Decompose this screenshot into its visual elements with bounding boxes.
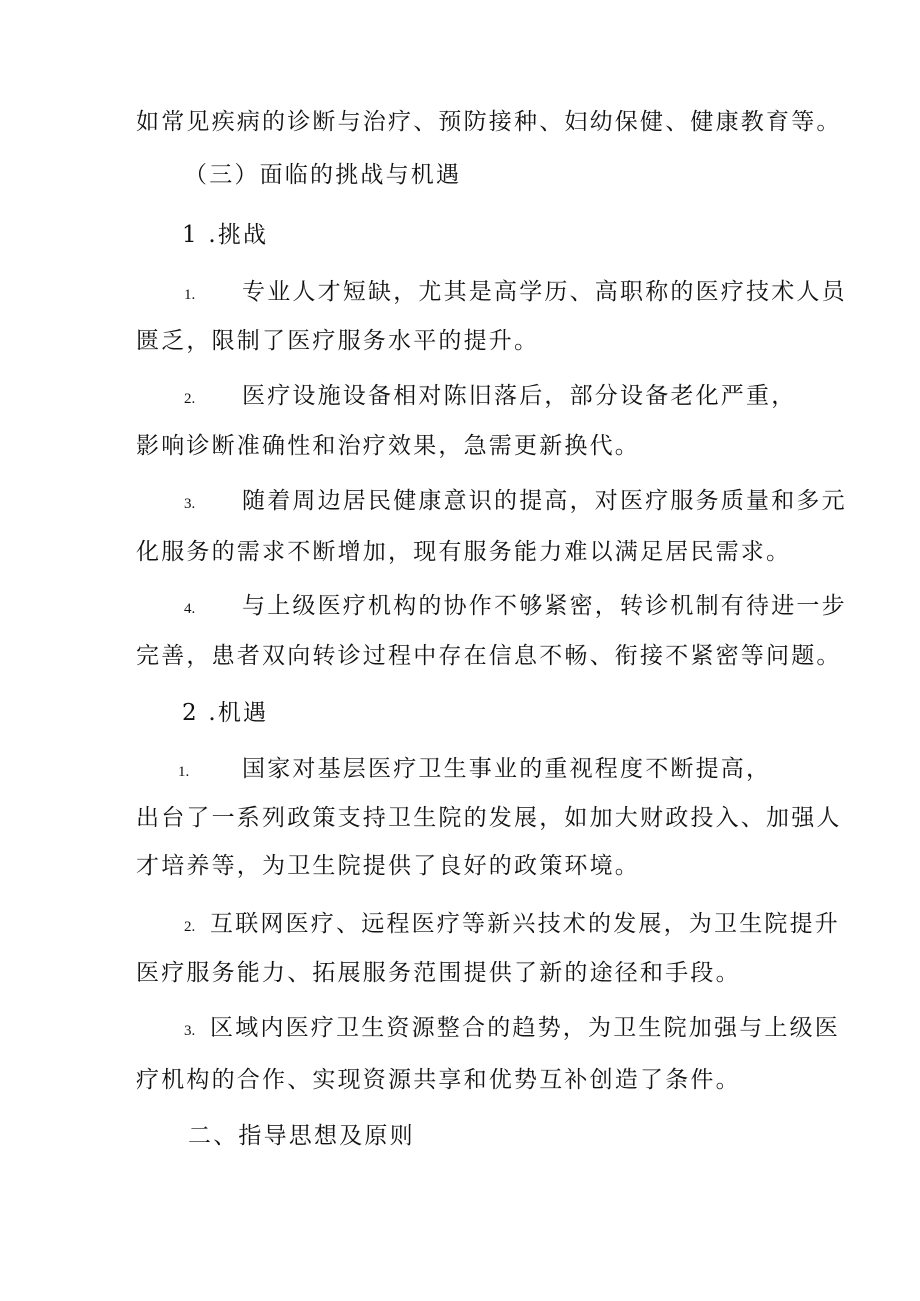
list-item-text: 才培养等，为卫生院提供了良好的政策环境。 <box>136 853 640 879</box>
list-item-text: 化服务的需求不断增加，现有服务能力难以满足居民需求。 <box>136 539 792 565</box>
list-item-number: 2. <box>184 391 196 407</box>
list-item-text: 医疗设施设备相对陈旧落后，部分设备老化严重， <box>242 383 797 409</box>
paragraph-line: 如常见疾病的诊断与治疗、预防接种、妇幼保健、健康教育等。 <box>136 109 842 135</box>
list-item-text: 完善，患者双向转诊过程中存在信息不畅、衔接不紧密等问题。 <box>136 643 842 669</box>
list-item-text: 随着周边居民健康意识的提高，对医疗服务质量和多元 <box>242 488 847 514</box>
list-item-number: 1. <box>184 287 196 303</box>
list-item-text: 区域内医疗卫生资源整合的趋势，为卫生院加强与上级医 <box>210 1015 840 1041</box>
list-item-text: 影响诊断准确性和治疗效果，急需更新换代。 <box>136 433 640 459</box>
challenge-heading: 1 .挑战 <box>182 222 269 248</box>
list-item-text: 疗机构的合作、实现资源共享和优势互补创造了条件。 <box>136 1067 741 1093</box>
list-item-number: 3. <box>184 1023 196 1039</box>
subsection-heading: （三）面临的挑战与机遇 <box>184 162 462 188</box>
list-item-number: 4. <box>184 601 196 617</box>
list-item-number: 3. <box>184 496 196 512</box>
list-item-number: 2. <box>184 919 196 935</box>
list-item-text: 国家对基层医疗卫生事业的重视程度不断提高， <box>242 756 772 782</box>
list-item-text: 专业人才短缺，尤其是高学历、高职称的医疗技术人员 <box>242 279 847 305</box>
list-item-text: 互联网医疗、远程医疗等新兴技术的发展，为卫生院提升 <box>210 911 840 937</box>
list-item-number: 1. <box>178 764 190 780</box>
opportunity-heading: 2 .机遇 <box>182 700 269 726</box>
section-heading: 二、指导思想及原则 <box>188 1123 415 1149</box>
list-item-text: 出台了一系列政策支持卫生院的发展，如加大财政投入、加强人 <box>136 805 842 831</box>
list-item-text: 匮乏，限制了医疗服务水平的提升。 <box>136 328 540 354</box>
list-item-text: 与上级医疗机构的协作不够紧密，转诊机制有待进一步 <box>242 593 847 619</box>
list-item-text: 医疗服务能力、拓展服务范围提供了新的途径和手段。 <box>136 960 741 986</box>
